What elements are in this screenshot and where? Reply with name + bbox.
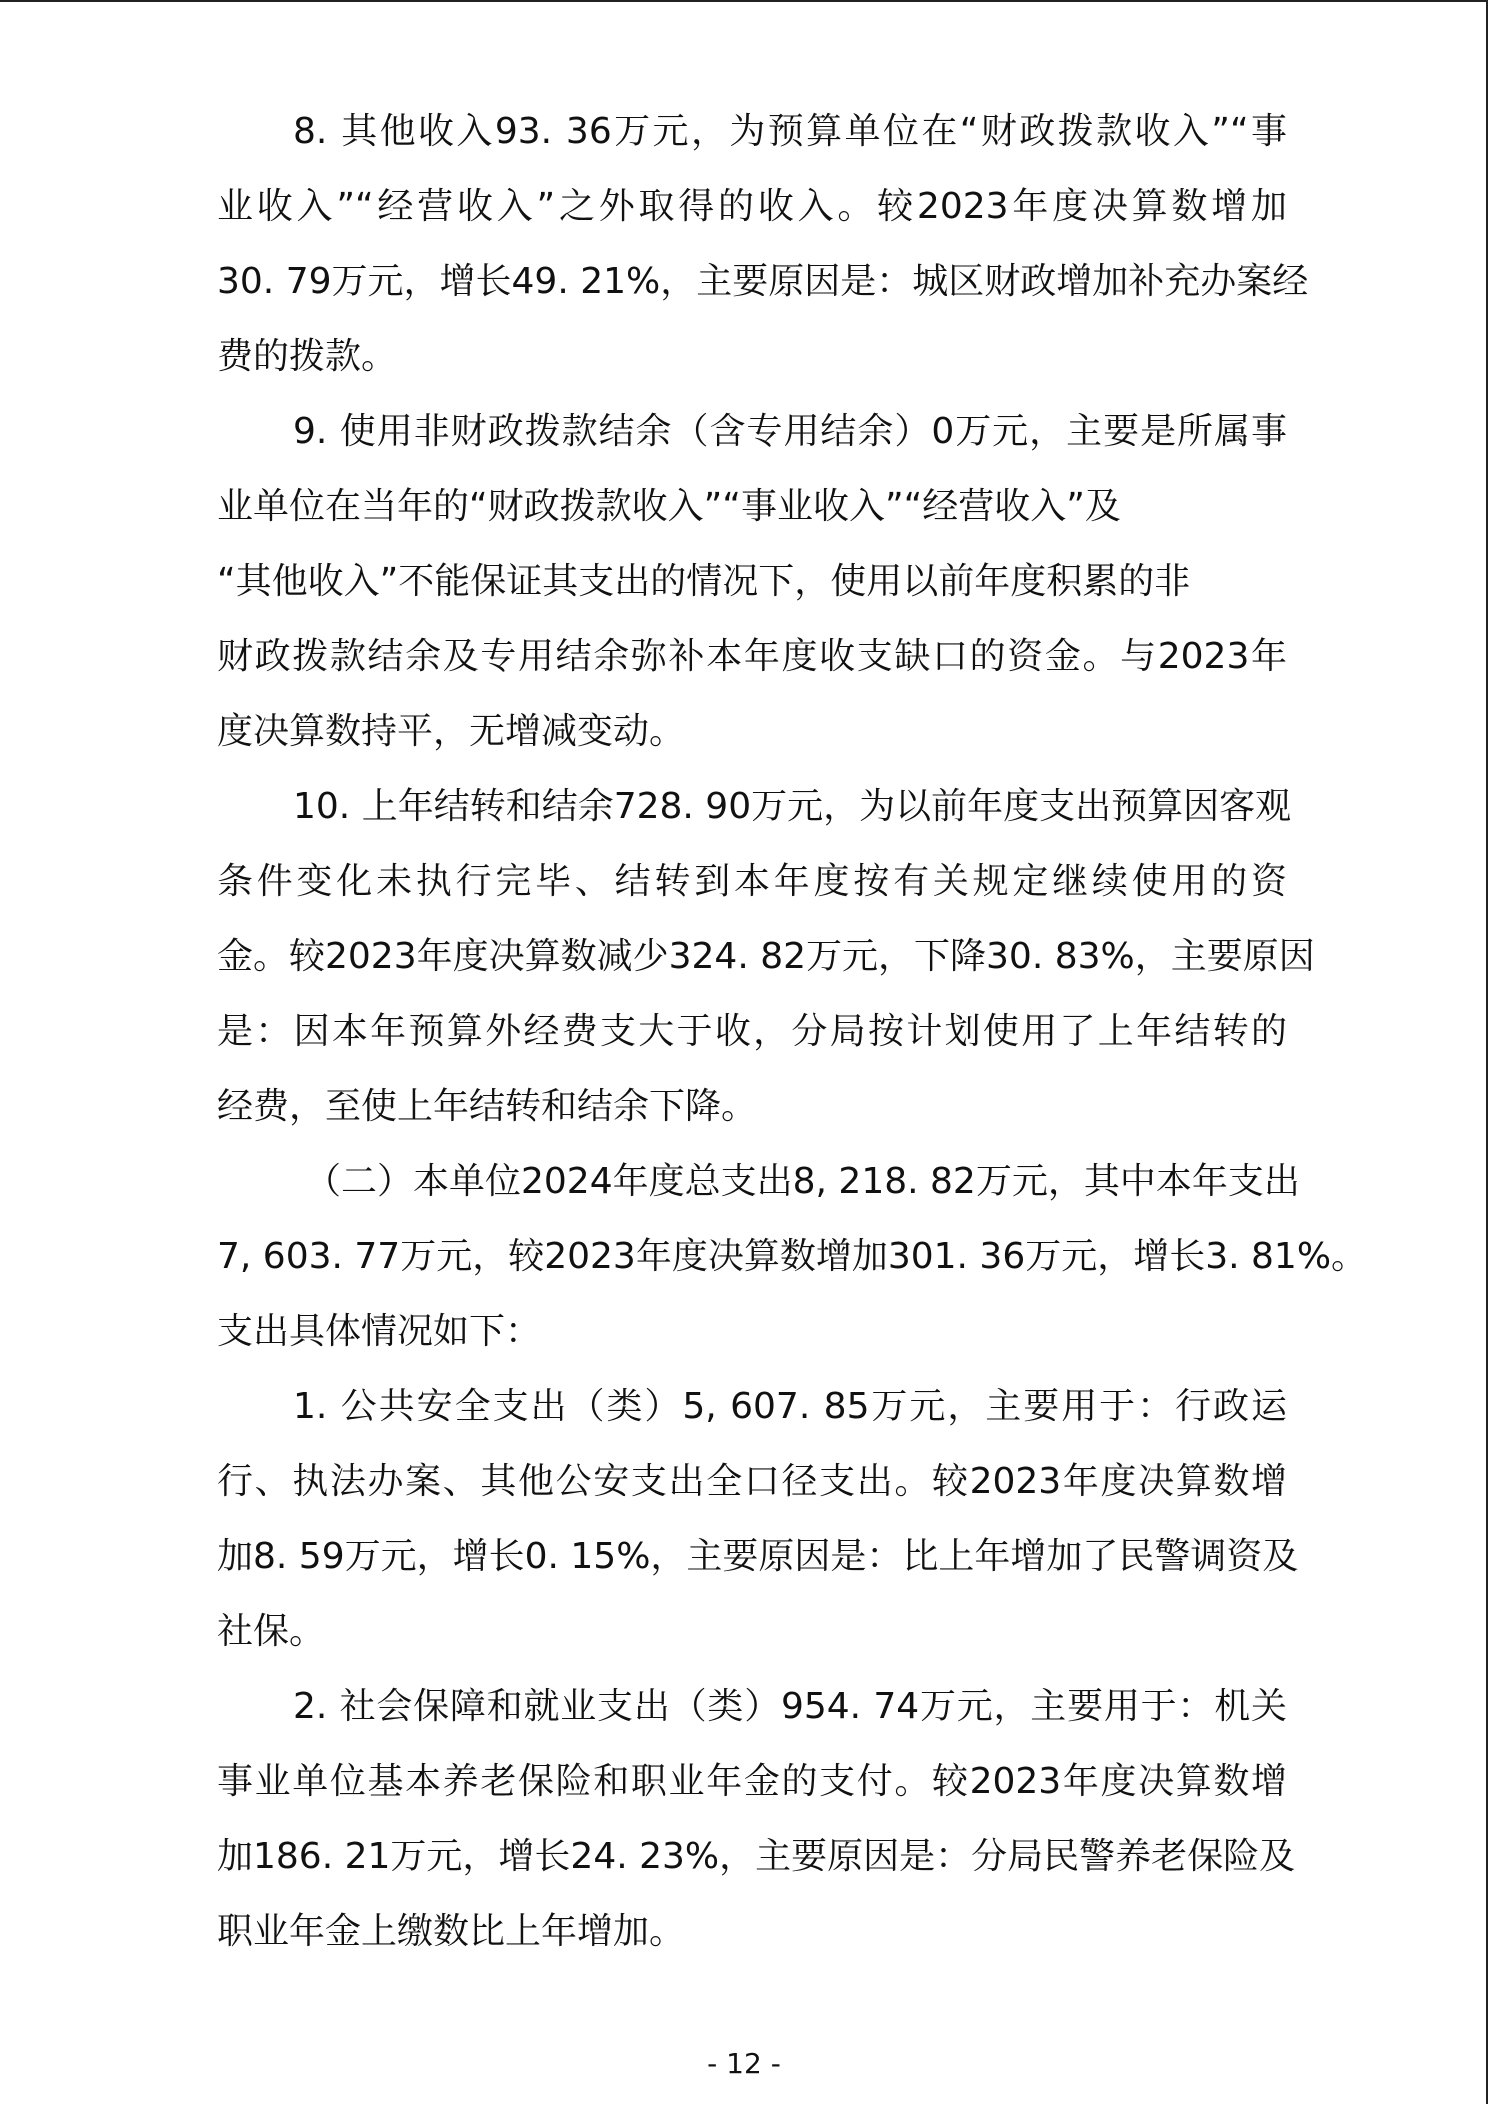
paragraph-line: 行、执法办案、其他公安支出全口径支出。较2023年度决算数增 [217,1461,1287,1502]
paragraph-line: 8. 其他收入93. 36万元，为预算单位在“财政拨款收入”“事 [293,111,1287,152]
paragraph-line: 金。较2023年度决算数减少324. 82万元，下降30. 83%，主要原因 [217,936,1315,977]
paragraph-line: 2. 社会保障和就业支出（类）954. 74万元，主要用于：机关 [293,1686,1287,1727]
paragraph-line: 财政拨款结余及专用结余弥补本年度收支缺口的资金。与2023年 [217,636,1287,677]
paragraph-line: 业收入”“经营收入”之外取得的收入。较2023年度决算数增加 [217,186,1287,227]
paragraph-line: 加8. 59万元，增长0. 15%，主要原因是：比上年增加了民警调资及 [217,1536,1299,1577]
paragraph-line: 社保。 [217,1611,326,1652]
paragraph-line: 9. 使用非财政拨款结余（含专用结余）0万元，主要是所属事 [293,411,1287,452]
document-body [217,94,1368,1969]
paragraph-line: 经费，至使上年结转和结余下降。 [217,1086,758,1127]
paragraph-line: 度决算数持平，无增减变动。 [217,711,686,752]
paragraph-line: 事业单位基本养老保险和职业年金的支付。较2023年度决算数增 [217,1761,1287,1802]
paragraph-line: 是：因本年预算外经费支大于收，分局按计划使用了上年结转的 [217,1011,1287,1052]
paragraph-line: 业单位在当年的“财政拨款收入”“事业收入”“经营收入”及 [217,486,1121,527]
paragraph-line: 30. 79万元，增长49. 21%，主要原因是：城区财政增加补充办案经 [217,261,1309,302]
page-number: - 12 - [707,2047,781,2080]
paragraph-line: 职业年金上缴数比上年增加。 [217,1911,686,1952]
paragraph-line: 加186. 21万元，增长24. 23%，主要原因是：分局民警养老保险及 [217,1836,1296,1877]
paragraph-line: 7, 603. 77万元，较2023年度决算数增加301. 36万元，增长3. 81%。 [217,1236,1368,1277]
section-heading-line: （二）本单位2024年度总支出8, 218. 82万元，其中本年支出 [305,1161,1300,1202]
paragraph-line: 支出具体情况如下： [217,1311,542,1352]
paragraph-line: 1. 公共安全支出（类）5, 607. 85万元，主要用于：行政运 [293,1386,1287,1427]
paragraph-line: 10. 上年结转和结余728. 90万元，为以前年度支出预算因客观 [293,786,1292,827]
paragraph-line: 费的拨款。 [217,336,398,377]
paragraph-line: 条件变化未执行完毕、结转到本年度按有关规定继续使用的资 [217,861,1287,902]
paragraph-line: “其他收入”不能保证其支出的情况下，使用以前年度积累的非 [217,561,1191,602]
